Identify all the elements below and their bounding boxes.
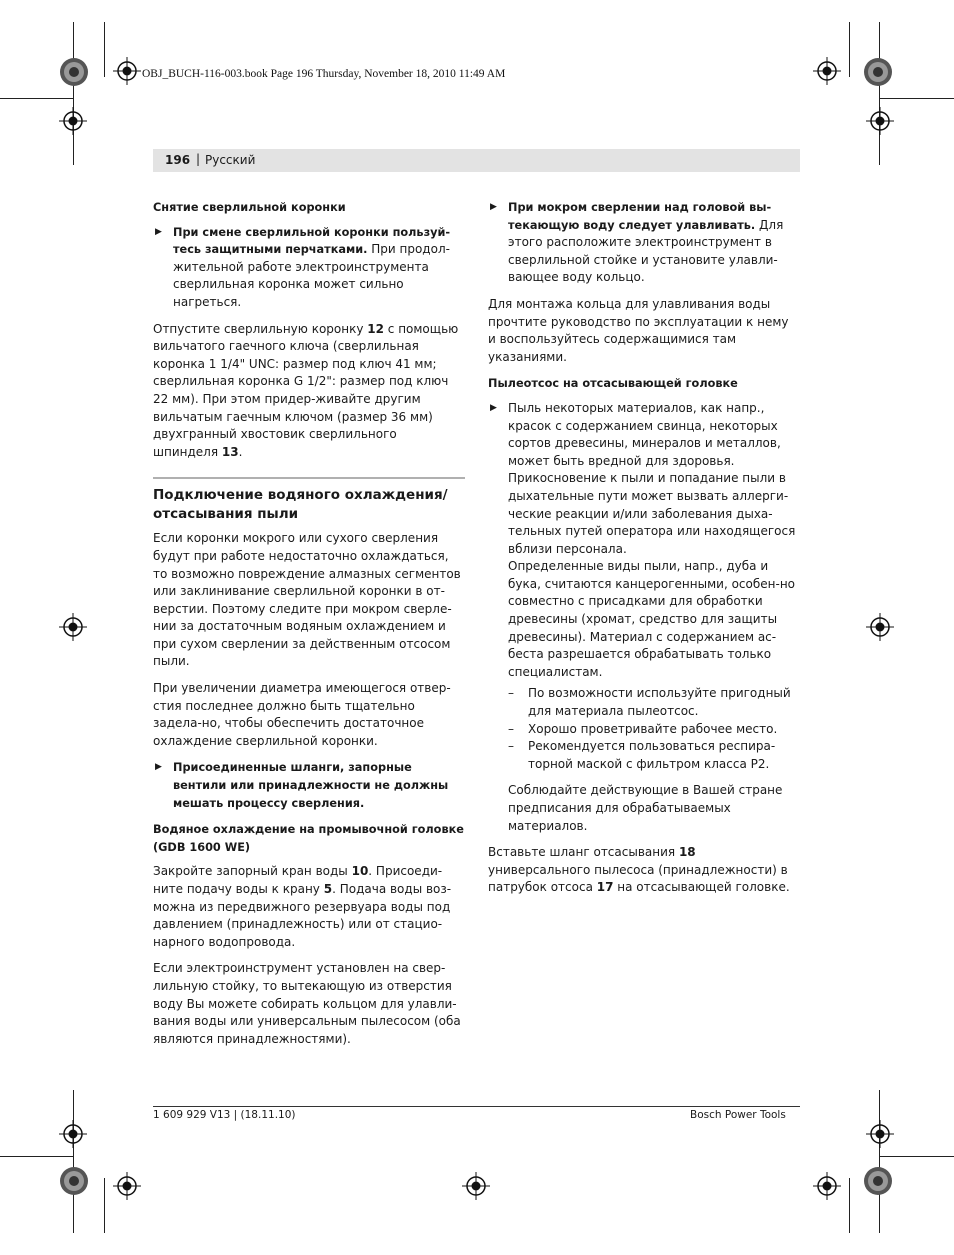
dash-text: Рекомендуется пользоваться респира-торной маской с фильтром класса P2. (528, 739, 776, 771)
dash-icon: – (508, 721, 514, 736)
paragraph (153, 321, 465, 462)
bullet-text: Для этого расположите электроинструмент в сверлильной стойке и установите улавли-вающее воду кольцо. (508, 217, 784, 285)
ref-number: 13 (221, 444, 239, 459)
right-column (488, 199, 800, 906)
crop-line (880, 98, 954, 99)
text: Вставьте шланг отсасывания (488, 845, 679, 860)
bullet-text: Пыль некоторых материалов, как напр., красок с содержанием свинца, некоторых сортов древесины, минералов и металлов, может быть вредной для здоровья. Прикосновение к пыли и попадание пыли в дыхательные пути может вызвать аллерги-ческие реакции и/или заболевания дыха-тельных путей оператора или находящегося вблизи персонала. (508, 400, 796, 556)
left-column (153, 199, 465, 1057)
color-target-icon (863, 1166, 893, 1196)
text: . Подача воды воз-можна из передвижного резервуара воды под давлением (принадлежность) или от стацио-нарного водопровода. (153, 882, 452, 949)
registration-mark-icon (813, 1172, 841, 1200)
crop-line (73, 22, 74, 165)
warning-bullet (153, 224, 465, 312)
dash-item (488, 685, 800, 720)
registration-mark-icon (813, 57, 841, 85)
crop-line (104, 1178, 105, 1233)
color-target-icon (59, 1166, 89, 1196)
registration-mark-icon (113, 57, 141, 85)
crop-line (879, 22, 880, 165)
warning-bullet (488, 400, 800, 558)
section-title: Подключение водяного охлаждения/отсасывания пыли (153, 487, 448, 523)
dash-item (488, 721, 800, 739)
registration-mark-icon (113, 1172, 141, 1200)
bullet-bold-text: При мокром сверлении над головой вы-текающую воду следует улавливать. (508, 201, 772, 232)
paragraph: Соблюдайте действующие в Вашей стране предписания для обрабатываемых материалов. (508, 783, 783, 833)
triangle-right-icon: ▶ (490, 202, 497, 212)
text: Закройте запорный кран воды (153, 864, 352, 879)
registration-mark-icon (59, 1120, 87, 1148)
text: на отсасывающей головке. (613, 880, 790, 895)
crop-line (880, 1156, 954, 1157)
ref-number: 10 (351, 864, 369, 879)
page-number: 196 (165, 153, 191, 167)
dash-icon: – (508, 686, 514, 701)
text: . Присоеди-ните подачу воды к крану (153, 864, 443, 896)
dash-icon: – (508, 739, 514, 754)
paragraph: Для монтажа кольца для улавливания воды прочтите руководство по эксплуатации к нему и воспользуйтесь содержащимися там указаниями. (488, 296, 789, 364)
subheading: Водяное охлаждение на промывочной головке (GDB 1600 WE) (153, 823, 464, 854)
paragraph: Определенные виды пыли, напр., дуба и бука, считаются канцерогенными, особен-но совместно с присадками для обработки древесины (хромат, средство для защиты древесины). Материал с содержанием ас-беста разрешается обрабатывать только специалистам. (508, 559, 796, 679)
text: с помощью вильчатого гаечного ключа (сверлильная коронка 1 1/4" UNC: размер под ключ 41 мм; сверлильная коронка G 1/2": размер под ключ 22 мм). При этом придер-живайте другим вильчатым гаечным ключом (размер 36 мм) двухгранный хвостовик сверлильного шпинделя (153, 321, 459, 459)
subheading: Снятие сверлильной коронки (153, 201, 346, 214)
registration-mark-icon (866, 1120, 894, 1148)
color-target-icon (59, 57, 89, 87)
subheading: Пылеотсос на отсасывающей головке (488, 377, 738, 391)
paragraph (153, 863, 465, 951)
section-divider (153, 477, 465, 479)
registration-mark-icon (866, 107, 894, 135)
crop-line (849, 1178, 850, 1233)
triangle-right-icon: ▶ (490, 402, 497, 413)
dash-text: По возможности используйте пригодный для материала пылеотсос. (528, 686, 791, 719)
bullet-bold-text: При смене сверлильной коронки пользуй-тесь защитными перчатками. (173, 225, 451, 257)
registration-mark-icon (462, 1172, 490, 1200)
footer-doc-number: 1 609 929 V13 | (18.11.10) (153, 1109, 296, 1121)
page-language: Русский (205, 153, 256, 167)
footer-brand: Bosch Power Tools (690, 1109, 786, 1121)
dash-item (488, 738, 800, 773)
text: Отпустите сверлильную коронку (153, 321, 368, 336)
page-header-bar (153, 149, 800, 172)
ref-number: 12 (367, 321, 384, 336)
ref-number: 18 (678, 845, 696, 860)
dash-text: Хорошо проветривайте рабочее место. (528, 721, 778, 736)
warning-bullet (153, 759, 465, 812)
crop-line (849, 22, 850, 77)
text: . (238, 444, 243, 459)
bullet-bold-text: Присоединенные шланги, запорные вентили или принадлежности не должны мешать процессу сверления. (173, 761, 449, 810)
ref-number: 5 (323, 882, 333, 896)
crop-line (104, 22, 105, 77)
triangle-right-icon: ▶ (155, 226, 162, 237)
registration-mark-icon (59, 613, 87, 641)
registration-mark-icon (59, 107, 87, 135)
page-separator: | (196, 152, 201, 166)
paragraph: Если коронки мокрого или сухого сверления будут при работе недостаточно охлаждаться, то возможно повреждение алмазных сегментов или заклинивание сверлильной коронки в от-верстии. Поэтому следите при мокром сверле-нии за достаточным водяным охлаждением и при сухом сверлении за действенным отсосом пыли. (153, 531, 461, 669)
bullet-text: При продол-жительной работе электроинструмента сверлильная коронка может сильно нагреться. (173, 242, 450, 309)
footer-divider (153, 1106, 800, 1107)
paragraph: Если электроинструмент установлен на свер-лильную стойку, то вытекающую из отверстия воду Вы можете собирать кольцом для улавли-вания воды или универсальным пылесосом (оба являются принадлежностями). (153, 961, 461, 1046)
print-header: OBJ_BUCH-116-003.book Page 196 Thursday, November 18, 2010 11:49 AM (142, 68, 506, 80)
triangle-right-icon: ▶ (155, 762, 162, 773)
warning-bullet (488, 199, 800, 287)
crop-line (73, 1090, 74, 1233)
text: универсального пылесоса (принадлежности) в патрубок отсоса (488, 862, 788, 895)
registration-mark-icon (866, 613, 894, 641)
color-target-icon (863, 57, 893, 87)
ref-number: 17 (596, 880, 614, 895)
crop-line (879, 1090, 880, 1233)
paragraph: При увеличении диаметра имеющегося отвер-стия последнее должно быть тщательно задела-но, чтобы обеспечить достаточное охлаждение сверлильной коронки. (153, 681, 451, 748)
crop-line (0, 98, 73, 99)
paragraph (488, 844, 800, 897)
crop-line (0, 1156, 73, 1157)
